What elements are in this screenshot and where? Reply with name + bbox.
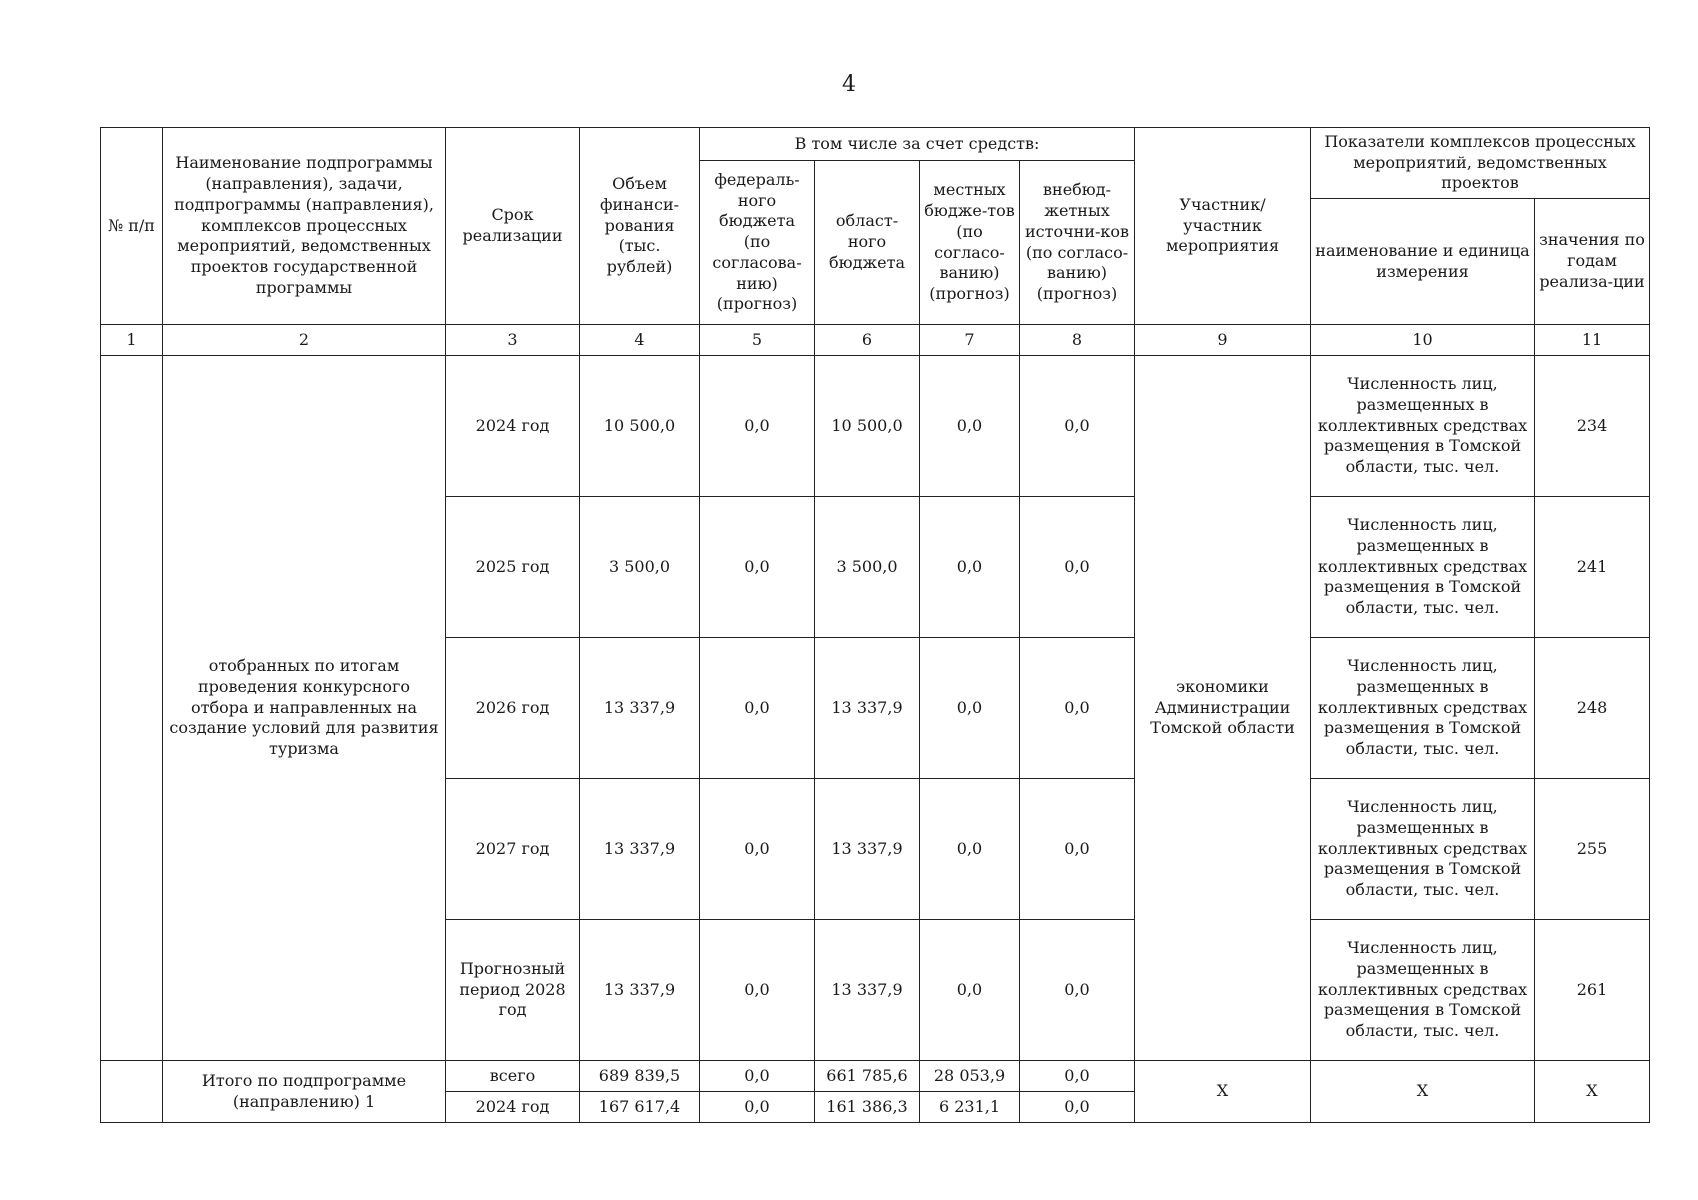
indicator-cell: Численность лиц, размещенных в коллективных средствах размещения в Томской области, тыс. чел. [1311, 920, 1535, 1061]
col-number: 10 [1311, 325, 1535, 356]
indicator-value: 255 [1535, 779, 1650, 920]
indicator-cell: Численность лиц, размещенных в коллективных средствах размещения в Томской области, тыс. чел. [1311, 497, 1535, 638]
regional-cell: 13 337,9 [815, 920, 920, 1061]
row-num-cell [101, 1061, 163, 1123]
federal-cell: 0,0 [700, 920, 815, 1061]
regional-cell: 13 337,9 [815, 779, 920, 920]
term-cell: 2024 год [446, 1092, 580, 1123]
header-extrabudget: внебюд-жетных источни-ков (по согласо-ванию) (прогноз) [1020, 161, 1135, 325]
row-num-cell [101, 356, 163, 1061]
participant-cell: экономики Администрации Томской области [1135, 356, 1311, 1061]
col-number: 7 [920, 325, 1020, 356]
col-number: 5 [700, 325, 815, 356]
extra-cell: 0,0 [1020, 920, 1135, 1061]
regional-cell: 3 500,0 [815, 497, 920, 638]
header-participant: Участник/ участник мероприятия [1135, 128, 1311, 325]
local-cell: 0,0 [920, 638, 1020, 779]
volume-cell: 13 337,9 [580, 920, 700, 1061]
extra-cell: 0,0 [1020, 497, 1135, 638]
indicator-value: 261 [1535, 920, 1650, 1061]
program-table [100, 127, 1650, 1123]
indicator-cell: Численность лиц, размещенных в коллективных средствах размещения в Томской области, тыс. чел. [1311, 356, 1535, 497]
regional-cell: 161 386,3 [815, 1092, 920, 1123]
regional-cell: 10 500,0 [815, 356, 920, 497]
extra-cell: 0,0 [1020, 1061, 1135, 1092]
volume-cell: 167 617,4 [580, 1092, 700, 1123]
col-number: 11 [1535, 325, 1650, 356]
total-ind-value: Х [1535, 1061, 1650, 1123]
local-cell: 0,0 [920, 779, 1020, 920]
volume-cell: 3 500,0 [580, 497, 700, 638]
indicator-value: 234 [1535, 356, 1650, 497]
col-number: 4 [580, 325, 700, 356]
local-cell: 0,0 [920, 356, 1020, 497]
federal-cell: 0,0 [700, 356, 815, 497]
federal-cell: 0,0 [700, 1092, 815, 1123]
federal-cell: 0,0 [700, 497, 815, 638]
term-cell: Прогнозный период 2028 год [446, 920, 580, 1061]
total-participant: Х [1135, 1061, 1311, 1123]
volume-cell: 13 337,9 [580, 638, 700, 779]
term-cell: 2027 год [446, 779, 580, 920]
header-local: местных бюдже-тов (по согласо-ванию) (прогноз) [920, 161, 1020, 325]
term-cell: 2026 год [446, 638, 580, 779]
header-regional: област-ного бюджета [815, 161, 920, 325]
federal-cell: 0,0 [700, 779, 815, 920]
col-number: 3 [446, 325, 580, 356]
local-cell: 0,0 [920, 920, 1020, 1061]
indicator-value: 248 [1535, 638, 1650, 779]
col-number: 1 [101, 325, 163, 356]
term-cell: 2024 год [446, 356, 580, 497]
header-ind-values: значения по годам реализа-ции [1535, 199, 1650, 325]
col-number: 6 [815, 325, 920, 356]
page-number: 4 [842, 72, 856, 97]
term-cell: всего [446, 1061, 580, 1092]
volume-cell: 13 337,9 [580, 779, 700, 920]
federal-cell: 0,0 [700, 1061, 815, 1092]
col-number: 2 [163, 325, 446, 356]
local-cell: 0,0 [920, 497, 1020, 638]
indicator-value: 241 [1535, 497, 1650, 638]
local-cell: 6 231,1 [920, 1092, 1020, 1123]
extra-cell: 0,0 [1020, 638, 1135, 779]
indicator-cell: Численность лиц, размещенных в коллективных средствах размещения в Томской области, тыс. чел. [1311, 638, 1535, 779]
header-including: В том числе за счет средств: [700, 128, 1135, 161]
volume-cell: 10 500,0 [580, 356, 700, 497]
total-row [101, 1061, 1650, 1092]
col-number: 9 [1135, 325, 1311, 356]
extra-cell: 0,0 [1020, 356, 1135, 497]
regional-cell: 13 337,9 [815, 638, 920, 779]
local-cell: 28 053,9 [920, 1061, 1020, 1092]
header-federal: федераль-ного бюджета (по согласова-нию) (прогноз) [700, 161, 815, 325]
header-name: Наименование подпрограммы (направления), задачи, подпрограммы (направления), комплексов процессных мероприятий, ведомственных проектов государственной программы [163, 128, 446, 325]
table-row [101, 356, 1650, 497]
regional-cell: 661 785,6 [815, 1061, 920, 1092]
total-ind-name: Х [1311, 1061, 1535, 1123]
extra-cell: 0,0 [1020, 779, 1135, 920]
header-ind-name: наименование и единица измерения [1311, 199, 1535, 325]
col-number: 8 [1020, 325, 1135, 356]
header-volume: Объем финанси-рования (тыс. рублей) [580, 128, 700, 325]
federal-cell: 0,0 [700, 638, 815, 779]
header-term: Срок реализации [446, 128, 580, 325]
section-name: отобранных по итогам проведения конкурсного отбора и направленных на создание условий для развития туризма [163, 356, 446, 1061]
column-number-row [101, 325, 1650, 356]
indicator-cell: Численность лиц, размещенных в коллективных средствах размещения в Томской области, тыс. чел. [1311, 779, 1535, 920]
term-cell: 2025 год [446, 497, 580, 638]
total-label: Итого по подпрограмме (направлению) 1 [163, 1061, 446, 1123]
extra-cell: 0,0 [1020, 1092, 1135, 1123]
volume-cell: 689 839,5 [580, 1061, 700, 1092]
header-indicators: Показатели комплексов процессных мероприятий, ведомственных проектов [1311, 128, 1650, 199]
header-num: № п/п [101, 128, 163, 325]
